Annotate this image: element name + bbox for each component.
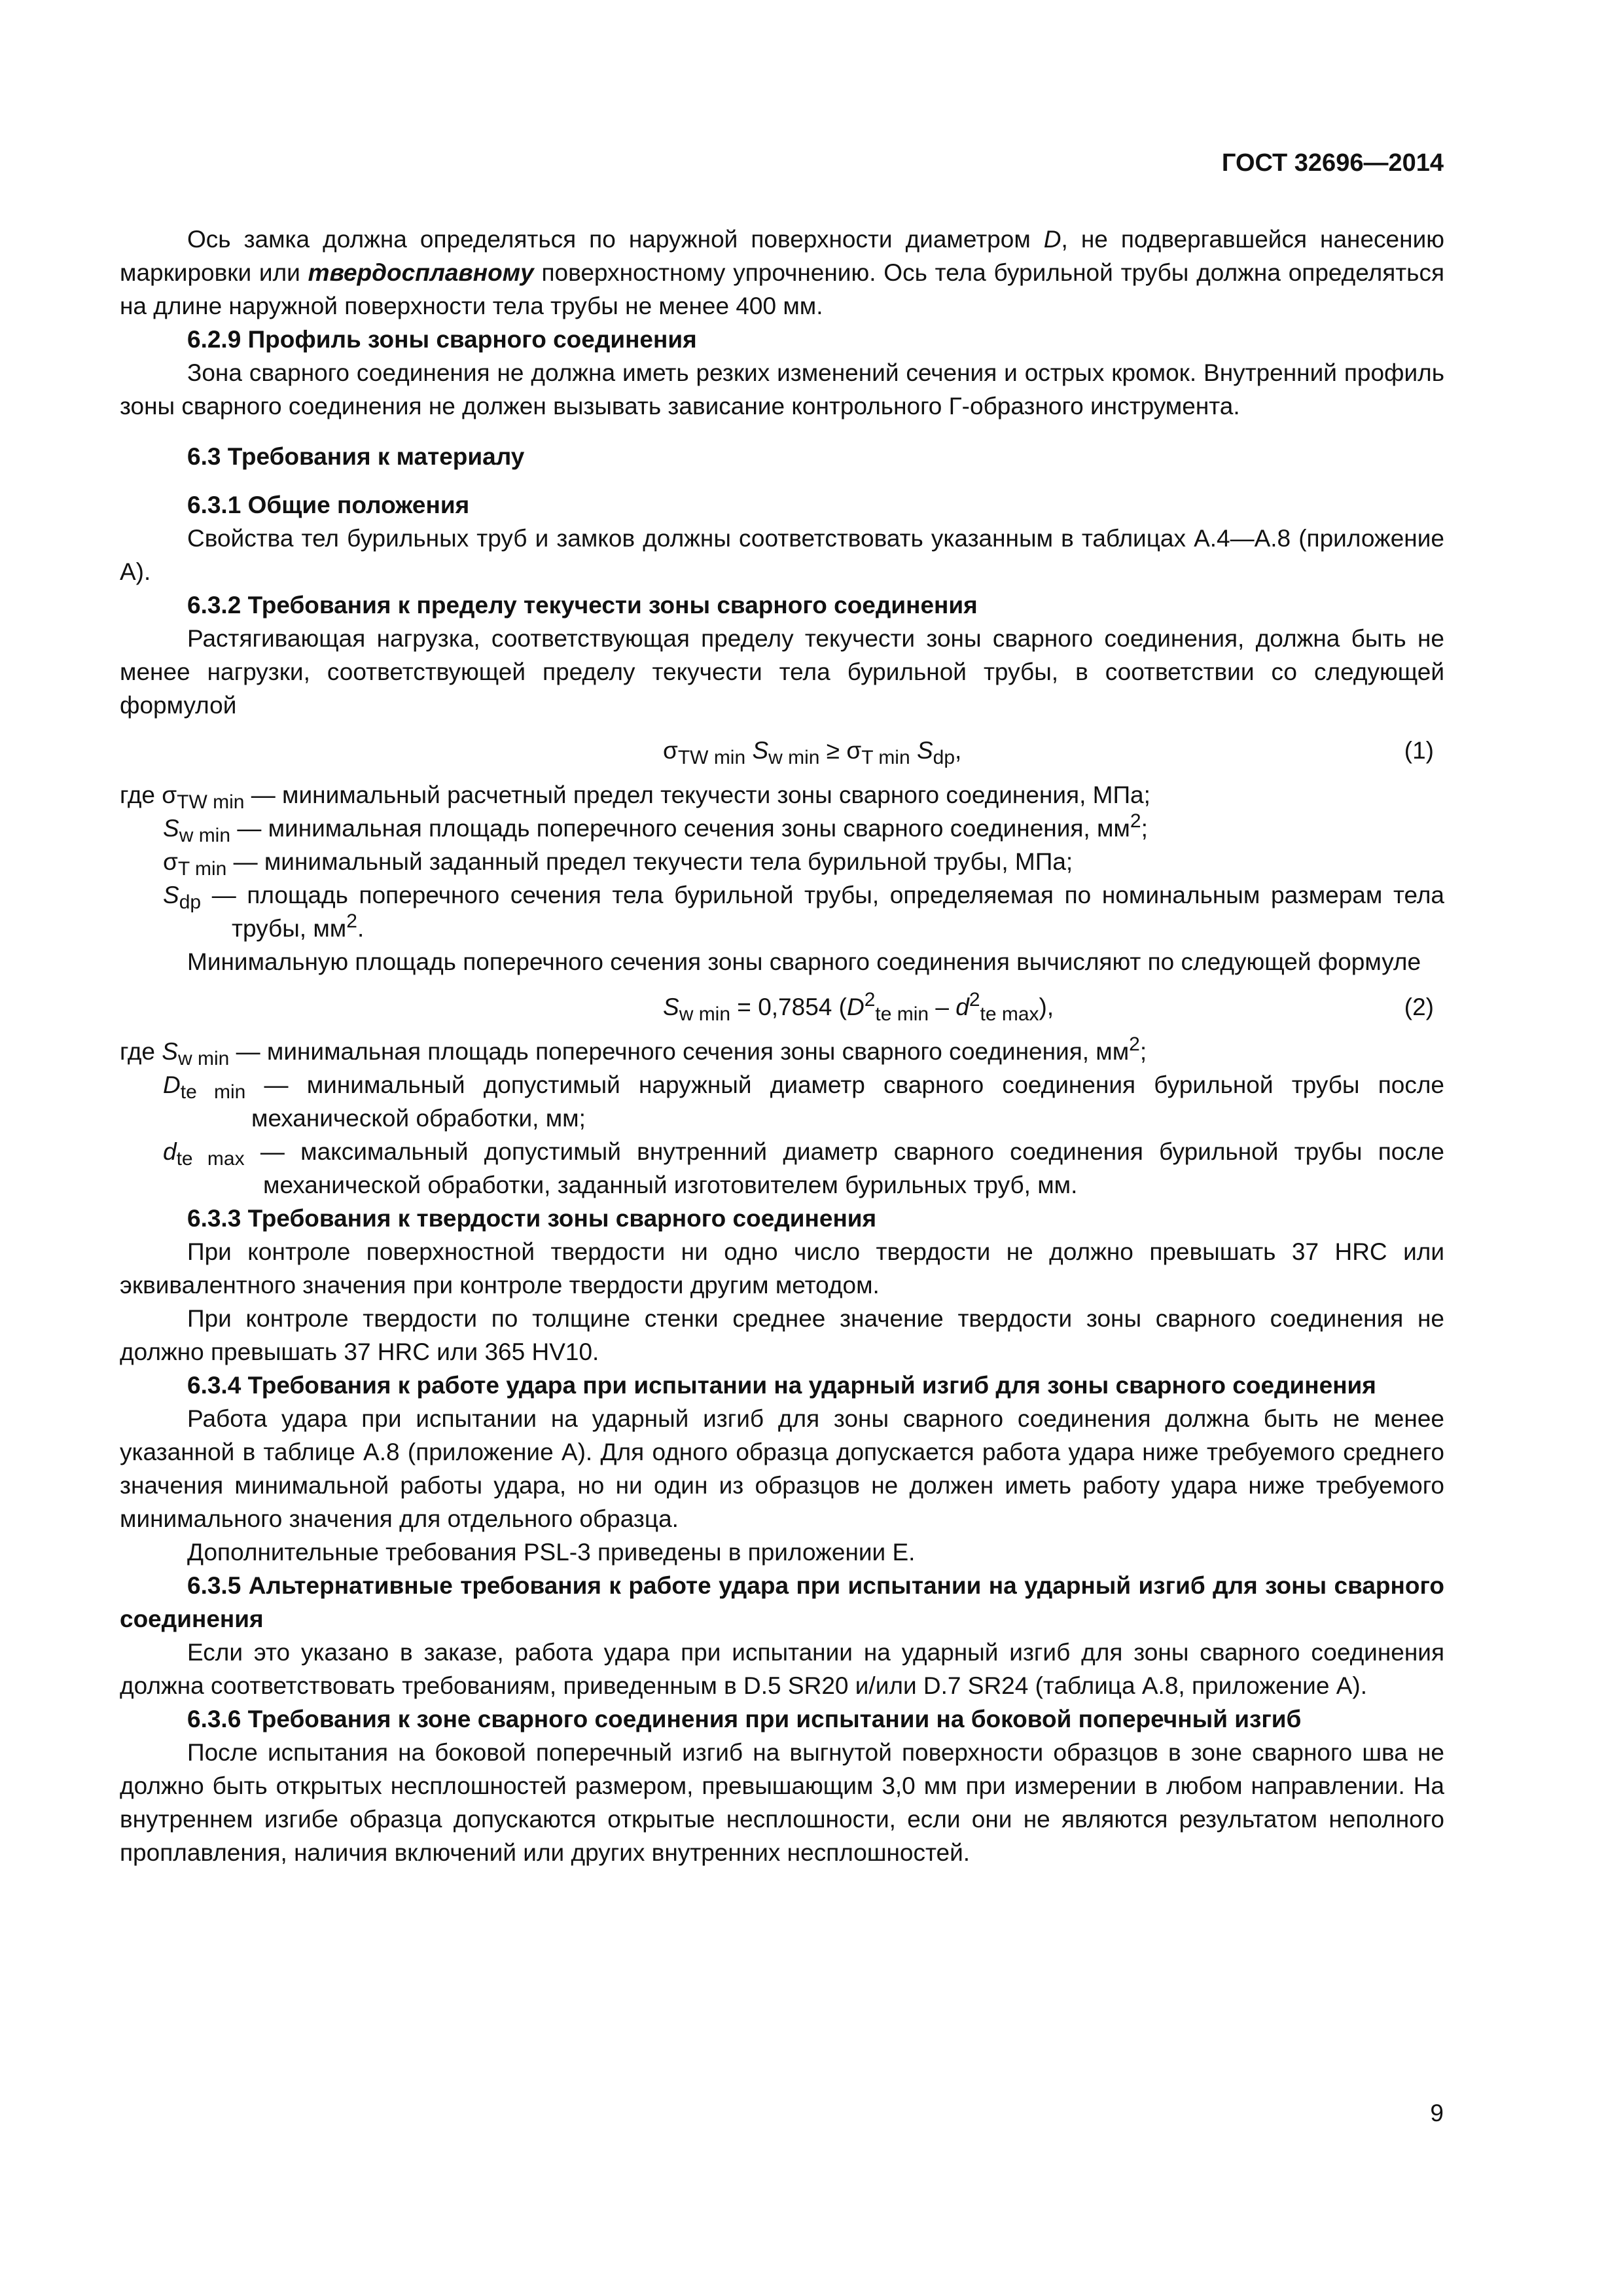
paragraph-lock-axis [120, 223, 1444, 323]
formula-1-expression: $\sigma_{TW min}$ $S_{w min} \ge \sigma_{T min}$ $S_{dp}$, [663, 737, 962, 768]
text-run: Ось замка должна определяться по наружной поверхности диаметром [187, 226, 1044, 253]
paragraph-6-3-3-a: При контроле поверхностной твердости ни одно число твердости не должно превышать 37 HRC или эквивалентного значения при контроле твердости другим методом. [120, 1238, 1444, 1299]
paragraph-6-3-6: После испытания на боковой поперечный изгиб на выгнутой поверхности образцов в зоне сварного шва не должно быть открытых несплошностей размером, превышающим 3,0 мм при измерении в любом направлении. На внутреннем изгибе образца допускаются открытые несплошности, если они не являются результатом неполного проплавления, наличия включений или других внутренних несплошностей. [120, 1739, 1444, 1866]
paragraph-6-3-3-b: При контроле твердости по толщине стенки среднее значение твердости зоны сварного соединения не должно превышать 37 HRC или 365 HV10. [120, 1305, 1444, 1365]
formula-2-number: (2) [1404, 994, 1434, 1020]
definition2-s-wmin: где $S_{w min}$ — минимальная площадь поперечного сечения зоны сварного соединения, $мм^2$; [120, 1033, 1147, 1069]
formula-1 [120, 734, 1444, 769]
heading-6-3-6: 6.3.6 Требования к зоне сварного соединения при испытании на боковой поперечный изгиб [187, 1706, 1302, 1732]
formula-2-expression: $S_{w min} = 0,7854$ $(D^2_{te min} - d^2_{te max})$, [663, 989, 1054, 1025]
paragraph-6-3-2: Растягивающая нагрузка, соответствующая пределу текучести зоны сварного соединения, должна быть не менее нагрузки, соответствующей пределу текучести тела бурильной трубы, в соответствии со следующей формулой [120, 625, 1444, 719]
emphasis-term: твердосплавному [308, 259, 534, 286]
paragraph-6-3-4-a: Работа удара при испытании на ударный изгиб для зоны сварного соединения должна быть не менее указанной в таблице А.8 (приложение А). Для одного образца допускается работа удара ниже требуемого среднего значения минимальной работы удара, но ни один из образцов не должен иметь работу удара ниже требуемого минимального значения для отдельного образца. [120, 1405, 1444, 1532]
definition2-d-temax: $d_{te max}$ — максимальный допустимый внутренний диаметр сварного соединения бурильной трубы после механической обработки, заданный изготовителем бурильных труб, мм. [163, 1138, 1445, 1198]
heading-6-3-5: 6.3.5 Альтернативные требования к работе удара при испытании на ударный изгиб для зоны сварного соединения [120, 1572, 1444, 1632]
heading-6-3-4: 6.3.4 Требования к работе удара при испытании на ударный изгиб для зоны сварного соединения [187, 1372, 1376, 1399]
formula-2 [120, 990, 1444, 1026]
page-number: 9 [1430, 2100, 1444, 2126]
paragraph-6-3-5: Если это указано в заказе, работа удара при испытании на ударный изгиб для зоны сварного соединения должна соответствовать требованиям, приведенным в D.5 SR20 и/или D.7 SR24 (таблица А.8, приложение А). [120, 1639, 1444, 1699]
definition2-d-temin: $D_{te min}$ — минимальный допустимый наружный диаметр сварного соединения бурильной трубы после механической обработки, мм; [163, 1071, 1444, 1132]
text-run: поверхностному упрочнению. Ось тела бурильной трубы должна определяться на длине наружной поверхности тела трубы не менее 400 мм. [120, 259, 1444, 319]
paragraph-6-3-4-b: Дополнительные требования PSL-3 приведены в приложении Е. [187, 1539, 916, 1566]
heading-6-3-2: 6.3.2 Требования к пределу текучести зоны сварного соединения [187, 592, 978, 619]
heading-6-3: 6.3 Требования к материалу [187, 443, 525, 470]
heading-6-3-1: 6.3.1 Общие положения [187, 492, 470, 518]
text-run: , не подвергавшейся нанесению маркировки или [120, 226, 1444, 286]
definition-sigma-tw: где $\sigma_{TW min}$ — минимальный расчетный предел текучести зоны сварного соединения, МПа; [120, 781, 1150, 813]
paragraph-6-3-1: Свойства тел бурильных труб и замков должны соответствовать указанным в таблицах А.4—А.8 (приложение А). [120, 525, 1444, 585]
heading-6-3-3: 6.3.3 Требования к твердости зоны сварного соединения [187, 1205, 877, 1232]
document-code: ГОСТ 32696—2014 [1221, 149, 1444, 177]
document-body [120, 223, 1444, 1869]
paragraph-min-area: Минимальную площадь поперечного сечения зоны сварного соединения вычисляют по следующей формуле [187, 948, 1421, 975]
definition-s-wmin: $S_{w min}$ — минимальная площадь поперечного сечения зоны сварного соединения, $мм^2$; [163, 810, 1148, 846]
variable-d: D [1043, 226, 1061, 253]
definition-sigma-t: $\sigma_{T min}$ — минимальный заданный предел текучести тела бурильной трубы, МПа; [163, 848, 1073, 880]
paragraph-6-2-9: Зона сварного соединения не должна иметь резких изменений сечения и острых кромок. Внутренний профиль зоны сварного соединения не должен вызывать зависание контрольного Г-образного инструмента. [120, 359, 1444, 420]
definition-s-dp: $S_{dp}$ — площадь поперечного сечения тела бурильной трубы, определяемая по номинальным размерам тела трубы, $мм^2$. [163, 882, 1445, 942]
formula-1-number: (1) [1404, 737, 1434, 764]
heading-6-2-9: 6.2.9 Профиль зоны сварного соединения [187, 326, 697, 353]
where-label: где [120, 781, 156, 808]
